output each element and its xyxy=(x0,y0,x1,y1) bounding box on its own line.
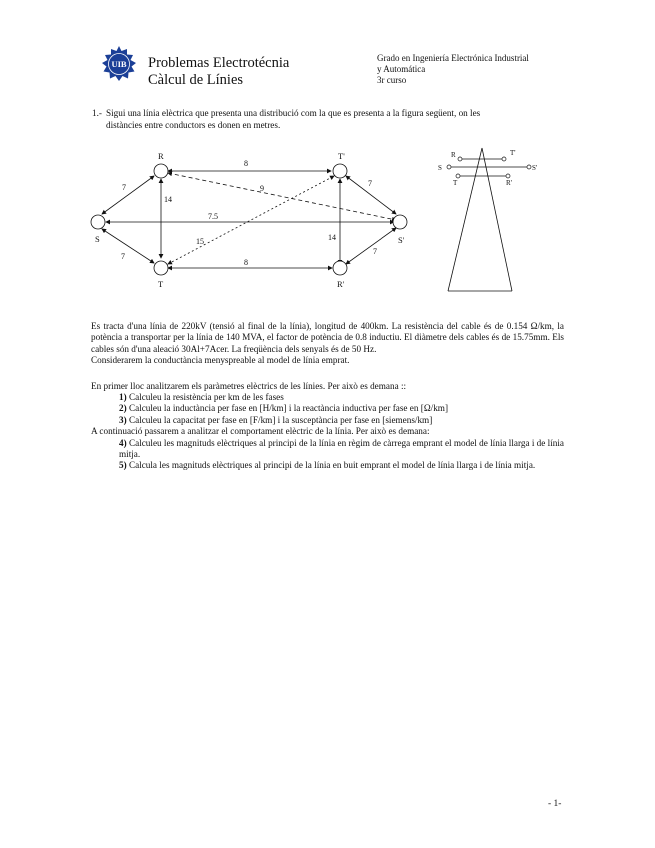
node-sp xyxy=(393,215,407,229)
tower-sketch xyxy=(430,143,550,295)
question-2-number: 2) xyxy=(119,403,127,414)
problem-number: 1.- xyxy=(92,108,102,118)
tower-node-sp xyxy=(527,165,531,169)
problem-body xyxy=(91,321,564,472)
tower-label-tp: T' xyxy=(510,149,516,157)
line-r-s xyxy=(102,176,154,214)
label-rp: R' xyxy=(337,279,345,289)
dist-r-tp: 8 xyxy=(244,159,248,168)
course-line-3: 3r curso xyxy=(377,75,407,85)
paragraph-line-data: Es tracta d'una línia de 220kV (tensió al final de la línia), longitud de 400km. La resistència del cable és de 0.154 Ω/km, la potència a transportar per la línia de 140 MVA, el factor de potència de 0.8 inductiu. El diàmetre dels cables és de 15.75mm. Els cables són d'una aleació 30Al+7Acer. La freqüència dels senyals és de 50 Hz. xyxy=(91,321,564,354)
dist-r-s: 7 xyxy=(122,183,126,192)
paragraph-conductance: Considerarem la conductància menyspreable al model de línia emprat. xyxy=(91,355,350,366)
question-3-number: 3) xyxy=(119,414,127,425)
tower-node-t xyxy=(456,174,460,178)
question-5 xyxy=(91,460,564,471)
dist-tp-sp: 7 xyxy=(368,179,372,188)
tower-right-leg xyxy=(482,148,512,291)
uib-logo xyxy=(98,44,140,86)
problem-intro-line-2: distàncies entre conductors es donen en metres. xyxy=(106,119,281,130)
label-s: S xyxy=(95,234,100,244)
dist-s-sp: 7.5 xyxy=(208,212,218,221)
logo-text: UIB xyxy=(111,59,127,69)
tower-left-leg xyxy=(448,148,482,291)
tower-node-r xyxy=(458,157,462,161)
tower-label-s: S xyxy=(438,164,442,172)
tower-label-rp: R' xyxy=(506,179,512,187)
dist-r-t: 14 xyxy=(164,195,172,204)
line-rp-sp xyxy=(346,228,396,264)
question-3-text: Calculeu la capacitat per fase en [F/km] i la susceptància per fase en [siemens/km] xyxy=(128,414,433,425)
tower-node-tp xyxy=(502,157,506,161)
dist-t-tp: 15 xyxy=(196,237,204,246)
dist-s-t: 7 xyxy=(121,252,125,261)
label-t: T xyxy=(158,279,164,289)
course-line-1: Grado en Ingeniería Electrónica Industrial xyxy=(377,53,529,63)
label-tp: T' xyxy=(338,151,345,161)
tower-label-sp: S' xyxy=(532,164,538,172)
question-2 xyxy=(91,403,564,414)
tower-node-s xyxy=(447,165,451,169)
dist-t-rp: 8 xyxy=(244,258,248,267)
question-2-text: Calculeu la inductància per fase en [H/km] i la reactància inductiva per fase en [Ω/km] xyxy=(128,403,449,414)
node-r xyxy=(154,164,168,178)
tower-label-t: T xyxy=(453,179,458,187)
question-4 xyxy=(91,438,564,461)
paragraph-parameters-intro: En primer lloc analitzarem els paràmetres elèctrics de les línies. Per això es demana :: xyxy=(91,380,407,391)
question-5-number: 5) xyxy=(119,460,127,471)
problem-intro-line-1: Sigui una línia elèctrica que presenta una distribució com la que es presenta a la figura següent, on les xyxy=(106,108,481,118)
problem-statement xyxy=(92,108,564,131)
label-sp: S' xyxy=(398,235,405,245)
line-t-tp xyxy=(168,176,334,264)
course-info xyxy=(377,53,529,86)
node-t xyxy=(154,261,168,275)
tower-label-r: R xyxy=(451,151,456,159)
question-4-text: Calculeu les magnituds elèctriques al principi de la línia en règim de càrrega emprant el model de línia llarga i de línia mitja. xyxy=(119,437,564,460)
dist-tp-rp: 14 xyxy=(328,233,336,242)
course-line-2: y Automática xyxy=(377,64,426,74)
node-s xyxy=(91,215,105,229)
tower-node-rp xyxy=(506,174,510,178)
conductor-diagram xyxy=(88,146,418,296)
question-5-text: Calcula les magnituds elèctriques al principi de la línia en buit emprant el model de línia llarga i de línia mitja. xyxy=(128,460,536,471)
node-tp xyxy=(333,164,347,178)
line-r-sp xyxy=(168,173,396,220)
question-1-number: 1) xyxy=(119,392,127,403)
paragraph-behaviour-intro: A continuació passarem a analitzar el comportament elèctric de la línia. Per això es demana: xyxy=(91,426,430,437)
question-1-text: Calculeu la resistència per km de les fases xyxy=(128,392,284,403)
page-title xyxy=(148,55,289,89)
question-4-number: 4) xyxy=(119,437,127,448)
question-3 xyxy=(91,415,564,426)
page-number: - 1- xyxy=(548,799,562,809)
title-line-1: Problemas Electrotécnia xyxy=(148,55,290,71)
question-1 xyxy=(91,392,564,403)
label-r: R xyxy=(158,151,164,161)
title-line-2: Càlcul de Línies xyxy=(148,72,244,88)
dist-rp-sp: 7 xyxy=(373,247,377,256)
dist-r-sp: 9 xyxy=(260,184,264,193)
node-rp xyxy=(333,261,347,275)
line-s-t xyxy=(102,229,154,263)
